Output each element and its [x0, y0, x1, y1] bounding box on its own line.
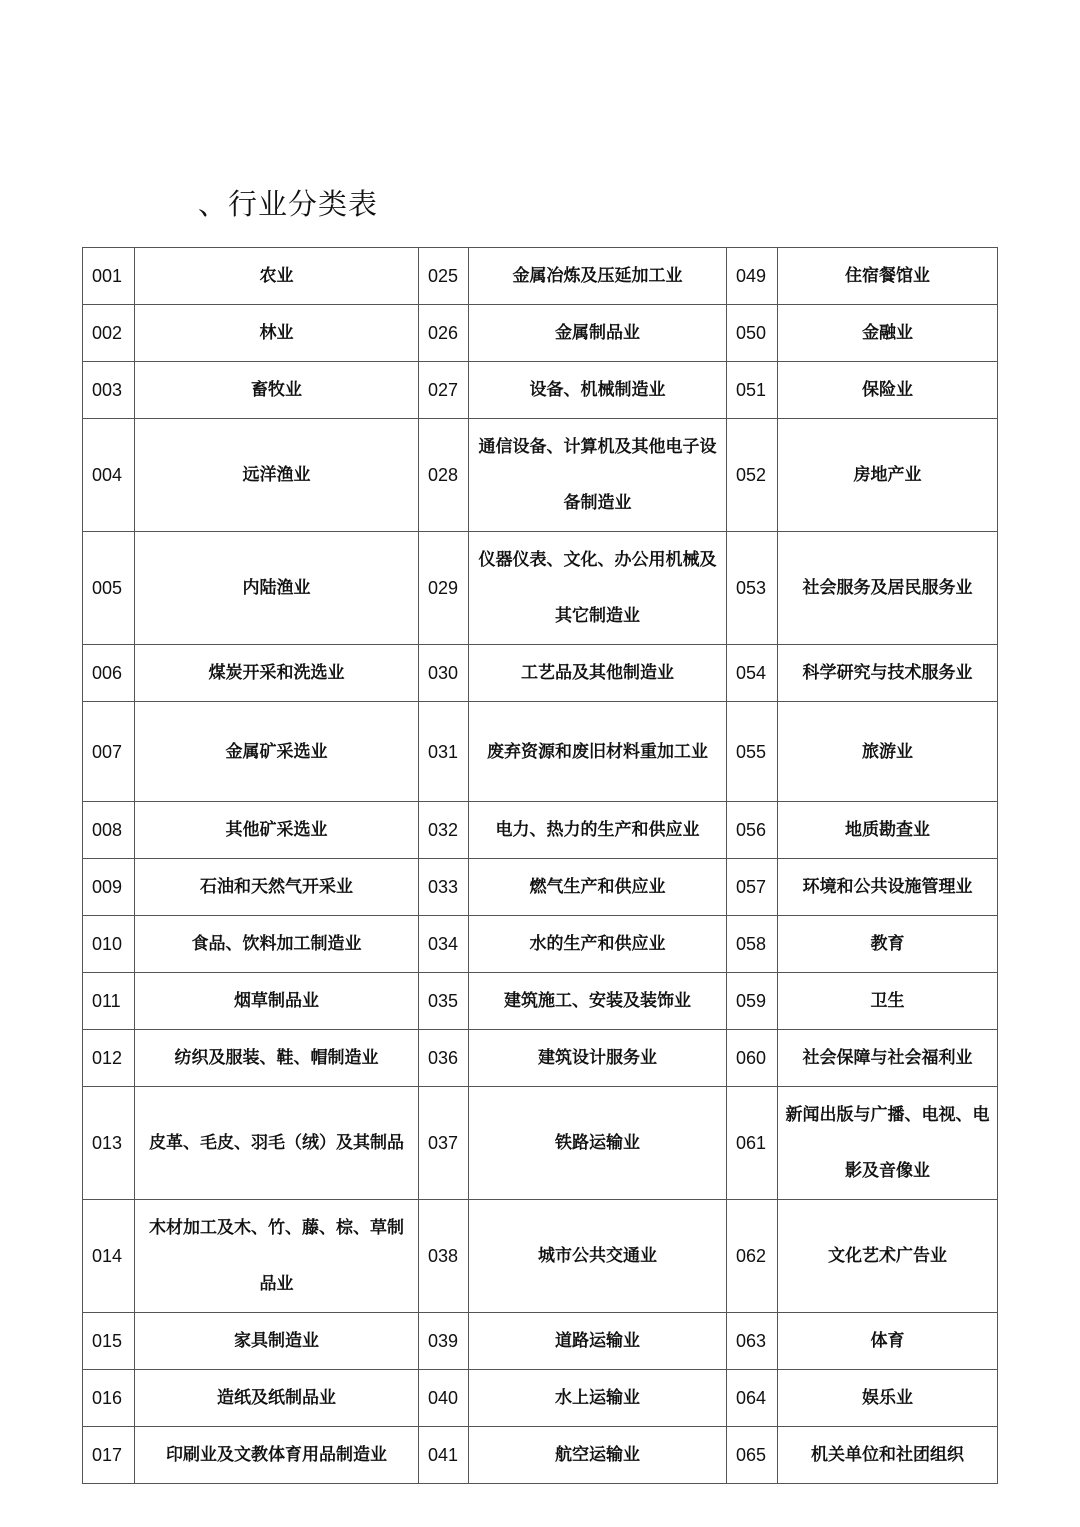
- table-row: [83, 916, 998, 973]
- industry-code-cell: 001: [83, 248, 135, 305]
- industry-name-cell: 娱乐业: [778, 1370, 998, 1427]
- industry-code-cell: 004: [83, 419, 135, 532]
- industry-name-cell: 金属矿采选业: [135, 702, 419, 802]
- page-title: 、行业分类表: [198, 187, 379, 221]
- table-row: [83, 419, 998, 532]
- industry-name-cell: 文化艺术广告业: [778, 1200, 998, 1313]
- industry-code-cell: 034: [419, 916, 469, 973]
- industry-code-cell: 013: [83, 1087, 135, 1200]
- industry-name-cell: 旅游业: [778, 702, 998, 802]
- industry-code-cell: 002: [83, 305, 135, 362]
- industry-name-cell: 科学研究与技术服务业: [778, 645, 998, 702]
- industry-name-cell: 水上运输业: [469, 1370, 727, 1427]
- industry-code-cell: 050: [727, 305, 778, 362]
- industry-code-cell: 005: [83, 532, 135, 645]
- industry-name-cell: 地质勘查业: [778, 802, 998, 859]
- industry-name-cell: 内陆渔业: [135, 532, 419, 645]
- industry-code-cell: 056: [727, 802, 778, 859]
- industry-name-cell: 石油和天然气开采业: [135, 859, 419, 916]
- industry-name-cell: 纺织及服装、鞋、帽制造业: [135, 1030, 419, 1087]
- industry-name-cell: 其他矿采选业: [135, 802, 419, 859]
- table-row: [83, 802, 998, 859]
- industry-code-cell: 058: [727, 916, 778, 973]
- industry-code-cell: 052: [727, 419, 778, 532]
- industry-name-cell: 仪器仪表、文化、办公用机械及其它制造业: [469, 532, 727, 645]
- table-row: [83, 1030, 998, 1087]
- table-row: [83, 702, 998, 802]
- industry-code-cell: 031: [419, 702, 469, 802]
- industry-name-cell: 工艺品及其他制造业: [469, 645, 727, 702]
- industry-name-cell: 卫生: [778, 973, 998, 1030]
- industry-name-cell: 远洋渔业: [135, 419, 419, 532]
- industry-name-cell: 社会保障与社会福利业: [778, 1030, 998, 1087]
- industry-code-cell: 011: [83, 973, 135, 1030]
- industry-code-cell: 051: [727, 362, 778, 419]
- industry-code-cell: 029: [419, 532, 469, 645]
- industry-name-cell: 社会服务及居民服务业: [778, 532, 998, 645]
- table-row: [83, 532, 998, 645]
- industry-code-cell: 036: [419, 1030, 469, 1087]
- industry-code-cell: 041: [419, 1427, 469, 1484]
- industry-code-cell: 008: [83, 802, 135, 859]
- industry-code-cell: 059: [727, 973, 778, 1030]
- industry-name-cell: 煤炭开采和洗选业: [135, 645, 419, 702]
- industry-code-cell: 040: [419, 1370, 469, 1427]
- industry-name-cell: 农业: [135, 248, 419, 305]
- industry-code-cell: 012: [83, 1030, 135, 1087]
- industry-code-cell: 014: [83, 1200, 135, 1313]
- industry-name-cell: 金属制品业: [469, 305, 727, 362]
- industry-code-cell: 064: [727, 1370, 778, 1427]
- table-row: [83, 1370, 998, 1427]
- industry-name-cell: 保险业: [778, 362, 998, 419]
- industry-code-cell: 055: [727, 702, 778, 802]
- industry-code-cell: 060: [727, 1030, 778, 1087]
- industry-name-cell: 航空运输业: [469, 1427, 727, 1484]
- industry-code-cell: 003: [83, 362, 135, 419]
- industry-name-cell: 金属冶炼及压延加工业: [469, 248, 727, 305]
- table-row: [83, 1427, 998, 1484]
- industry-code-cell: 030: [419, 645, 469, 702]
- industry-code-cell: 061: [727, 1087, 778, 1200]
- industry-name-cell: 设备、机械制造业: [469, 362, 727, 419]
- industry-name-cell: 教育: [778, 916, 998, 973]
- industry-code-cell: 033: [419, 859, 469, 916]
- table-row: [83, 859, 998, 916]
- industry-code-cell: 039: [419, 1313, 469, 1370]
- table-row: [83, 1087, 998, 1200]
- industry-name-cell: 通信设备、计算机及其他电子设备制造业: [469, 419, 727, 532]
- industry-name-cell: 道路运输业: [469, 1313, 727, 1370]
- table-row: [83, 1200, 998, 1313]
- industry-code-cell: 063: [727, 1313, 778, 1370]
- industry-name-cell: 林业: [135, 305, 419, 362]
- industry-name-cell: 畜牧业: [135, 362, 419, 419]
- industry-code-cell: 053: [727, 532, 778, 645]
- industry-name-cell: 燃气生产和供应业: [469, 859, 727, 916]
- industry-code-cell: 032: [419, 802, 469, 859]
- industry-code-cell: 049: [727, 248, 778, 305]
- industry-name-cell: 电力、热力的生产和供应业: [469, 802, 727, 859]
- industry-name-cell: 造纸及纸制品业: [135, 1370, 419, 1427]
- table-row: [83, 973, 998, 1030]
- industry-name-cell: 木材加工及木、竹、藤、棕、草制品业: [135, 1200, 419, 1313]
- industry-name-cell: 烟草制品业: [135, 973, 419, 1030]
- industry-name-cell: 新闻出版与广播、电视、电影及音像业: [778, 1087, 998, 1200]
- industry-code-cell: 037: [419, 1087, 469, 1200]
- industry-code-cell: 015: [83, 1313, 135, 1370]
- industry-name-cell: 皮革、毛皮、羽毛（绒）及其制品: [135, 1087, 419, 1200]
- industry-code-cell: 062: [727, 1200, 778, 1313]
- table-row: [83, 248, 998, 305]
- industry-code-cell: 065: [727, 1427, 778, 1484]
- industry-code-cell: 027: [419, 362, 469, 419]
- industry-name-cell: 住宿餐馆业: [778, 248, 998, 305]
- industry-name-cell: 机关单位和社团组织: [778, 1427, 998, 1484]
- industry-name-cell: 环境和公共设施管理业: [778, 859, 998, 916]
- industry-code-cell: 038: [419, 1200, 469, 1313]
- industry-name-cell: 体育: [778, 1313, 998, 1370]
- industry-name-cell: 房地产业: [778, 419, 998, 532]
- table-row: [83, 305, 998, 362]
- industry-name-cell: 建筑施工、安装及装饰业: [469, 973, 727, 1030]
- table-row: [83, 362, 998, 419]
- industry-classification-table: [82, 247, 998, 1484]
- industry-name-cell: 家具制造业: [135, 1313, 419, 1370]
- industry-code-cell: 006: [83, 645, 135, 702]
- industry-name-cell: 金融业: [778, 305, 998, 362]
- industry-code-cell: 016: [83, 1370, 135, 1427]
- industry-code-cell: 025: [419, 248, 469, 305]
- industry-code-cell: 035: [419, 973, 469, 1030]
- industry-code-cell: 054: [727, 645, 778, 702]
- industry-code-cell: 009: [83, 859, 135, 916]
- industry-name-cell: 印刷业及文教体育用品制造业: [135, 1427, 419, 1484]
- industry-code-cell: 017: [83, 1427, 135, 1484]
- industry-code-cell: 026: [419, 305, 469, 362]
- industry-code-cell: 007: [83, 702, 135, 802]
- table-row: [83, 645, 998, 702]
- industry-name-cell: 食品、饮料加工制造业: [135, 916, 419, 973]
- industry-code-cell: 057: [727, 859, 778, 916]
- industry-name-cell: 废弃资源和废旧材料重加工业: [469, 702, 727, 802]
- industry-name-cell: 铁路运输业: [469, 1087, 727, 1200]
- industry-name-cell: 水的生产和供应业: [469, 916, 727, 973]
- industry-name-cell: 建筑设计服务业: [469, 1030, 727, 1087]
- table-body: [83, 248, 998, 1484]
- industry-code-cell: 028: [419, 419, 469, 532]
- table-row: [83, 1313, 998, 1370]
- industry-name-cell: 城市公共交通业: [469, 1200, 727, 1313]
- industry-code-cell: 010: [83, 916, 135, 973]
